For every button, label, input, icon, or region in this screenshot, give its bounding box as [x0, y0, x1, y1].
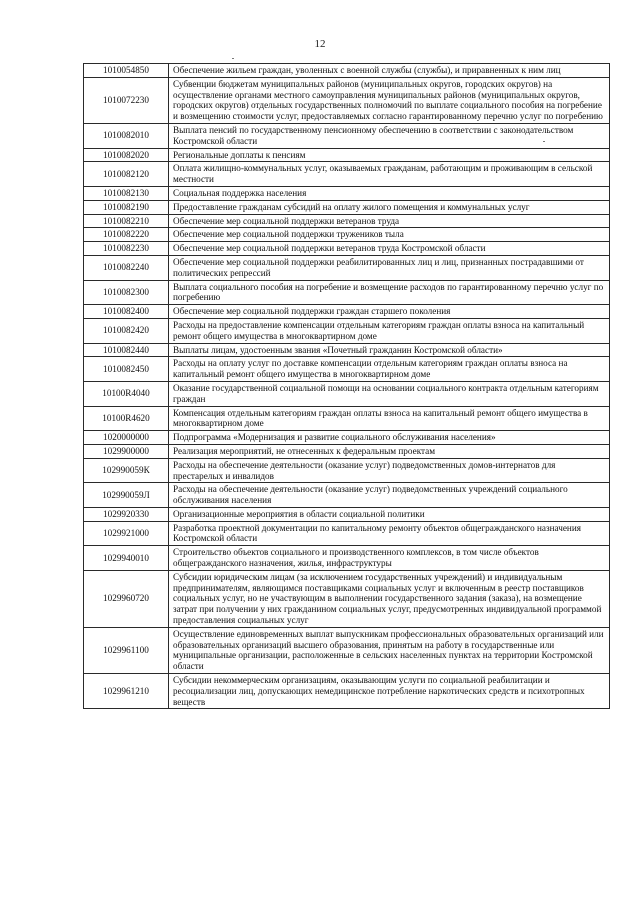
- page-number: 12: [314, 38, 326, 50]
- table-row: [84, 200, 610, 214]
- row-description: Обеспечение мер социальной поддержки тружеников тыла: [169, 228, 610, 242]
- row-description: Субсидии некоммерческим организациям, оказывающим услуги по социальной реабилитации и ресоциализации лиц, допускающих немедицинское потребление наркотических средств и психотропных веществ: [169, 674, 610, 709]
- row-code: 1010082240: [84, 255, 169, 280]
- row-description: Обеспечение мер социальной поддержки граждан старшего поколения: [169, 305, 610, 319]
- row-code: 1010082120: [84, 162, 169, 187]
- row-code: 1029921000: [84, 521, 169, 546]
- row-description: Расходы на обеспечение деятельности (оказание услуг) подведомственных домов-интернатов для престарелых и инвалидов: [169, 458, 610, 483]
- row-code: 1029961210: [84, 674, 169, 709]
- row-code: 1010082190: [84, 200, 169, 214]
- row-code: 1010082220: [84, 228, 169, 242]
- row-code: 1029900000: [84, 444, 169, 458]
- table-body: [84, 64, 610, 709]
- row-code: 10100R4040: [84, 381, 169, 406]
- row-description: Реализация мероприятий, не отнесенных к федеральным проектам: [169, 444, 610, 458]
- row-code: 1010082440: [84, 343, 169, 357]
- row-description: Расходы на обеспечение деятельности (оказание услуг) подведомственных учреждений социального обслуживания населения: [169, 483, 610, 508]
- row-description: Расходы на оплату услуг по доставке компенсации отдельным категориям граждан оплаты взноса на капитальный ремонт общего имущества в многоквартирном доме: [169, 357, 610, 382]
- table-row: [84, 186, 610, 200]
- row-description: Предоставление гражданам субсидий на оплату жилого помещения и коммунальных услуг: [169, 200, 610, 214]
- row-description: Компенсация отдельным категориям граждан оплаты взноса на капитальный ремонт общего имущества в многоквартирном доме: [169, 406, 610, 431]
- table-row: [84, 64, 610, 78]
- table-row: [84, 627, 610, 673]
- table-row: [84, 570, 610, 627]
- table-row: [84, 444, 610, 458]
- row-code: 1010082400: [84, 305, 169, 319]
- row-code: 1029940010: [84, 546, 169, 571]
- table-row: [84, 255, 610, 280]
- row-description: Субсидии юридическим лицам (за исключением государственных учреждений) и индивидуальным предпринимателям, являющимся поставщиками социальных услуг и включенным в реестр поставщиков социальных услуг, но не участвующим в выполнении государственного задания (заказа), на возмещение затрат при получении у них гражданином социальных услуг, предусмотренных индивидуальной программой предоставления социальных услуг: [169, 570, 610, 627]
- row-description: Субвенции бюджетам муниципальных районов (муниципальных округов, городских округов) на осуществление органами местного самоуправления муниципальных районов (муниципальных округов, городских округов) отдельных государственных полномочий по выплате социального пособия на погребение и возмещению стоимости услуг, предоставляемых согласно гарантированному перечню услуг по погребению: [169, 77, 610, 123]
- row-code: 1029960720: [84, 570, 169, 627]
- table-row: [84, 77, 610, 123]
- row-description: Осуществление единовременных выплат выпускникам профессиональных образовательных организаций или образовательных организаций высшего образования, принятым на работу в государственные или муниципальные организации, расположенные в сельских населенных пунктах на территории Костромской области: [169, 627, 610, 673]
- row-description: Выплата пенсий по государственному пенсионному обеспечению в соответствии с законодательством Костромской области: [169, 123, 610, 148]
- row-description: Расходы на предоставление компенсации отдельным категориям граждан оплаты взноса на капитальный ремонт общего имущества в многоквартирном доме: [169, 318, 610, 343]
- budget-classification-table: [83, 63, 610, 709]
- row-code: 1029961100: [84, 627, 169, 673]
- row-description: Оказание государственной социальной помощи на основании социального контракта отдельным категориям граждан: [169, 381, 610, 406]
- row-code: 1010082130: [84, 186, 169, 200]
- table-row: [84, 214, 610, 228]
- row-code: 1010082420: [84, 318, 169, 343]
- row-description: Выплаты лицам, удостоенным звания «Почетный гражданин Костромской области»: [169, 343, 610, 357]
- table-row: [84, 357, 610, 382]
- row-description: Разработка проектной документации по капитальному ремонту объектов общегражданского назначения Костромской области: [169, 521, 610, 546]
- table-row: [84, 521, 610, 546]
- row-code: 1010054850: [84, 64, 169, 78]
- table-row: [84, 406, 610, 431]
- table-row: [84, 458, 610, 483]
- row-description: Выплата социального пособия на погребение и возмещение расходов по гарантированному перечню услуг по погребению: [169, 280, 610, 305]
- row-code: 1029920330: [84, 507, 169, 521]
- table-row: [84, 280, 610, 305]
- row-code: 1010072230: [84, 77, 169, 123]
- row-description: Социальная поддержка населения: [169, 186, 610, 200]
- row-description: Обеспечение мер социальной поддержки реабилитированных лиц и лиц, признанных пострадавшими от политических репрессий: [169, 255, 610, 280]
- row-code: 1010082450: [84, 357, 169, 382]
- table-row: [84, 305, 610, 319]
- row-code: 1010082210: [84, 214, 169, 228]
- row-code: 1010082010: [84, 123, 169, 148]
- table-row: [84, 483, 610, 508]
- row-description: Подпрограмма «Модернизация и развитие социального обслуживания населения»: [169, 431, 610, 445]
- table-row: [84, 228, 610, 242]
- table-row: [84, 431, 610, 445]
- table-row: [84, 123, 610, 148]
- table-row: [84, 148, 610, 162]
- table-row: [84, 674, 610, 709]
- row-code: 1020000000: [84, 431, 169, 445]
- table-row: [84, 242, 610, 256]
- row-description: Региональные доплаты к пенсиям: [169, 148, 610, 162]
- row-code: 102990059К: [84, 458, 169, 483]
- row-code: 1010082230: [84, 242, 169, 256]
- table-row: [84, 507, 610, 521]
- row-description: Оплата жилищно-коммунальных услуг, оказываемых гражданам, работающим и проживающим в сельской местности: [169, 162, 610, 187]
- scan-speck: [232, 58, 234, 59]
- row-code: 10100R4620: [84, 406, 169, 431]
- row-description: Обеспечение жильем граждан, уволенных с военной службы (службы), и приравненных к ним лиц: [169, 64, 610, 78]
- table-row: [84, 343, 610, 357]
- table-row: [84, 381, 610, 406]
- row-description: Организационные мероприятия в области социальной политики: [169, 507, 610, 521]
- row-code: 102990059Л: [84, 483, 169, 508]
- table-row: [84, 162, 610, 187]
- row-description: Обеспечение мер социальной поддержки ветеранов труда Костромской области: [169, 242, 610, 256]
- table-row: [84, 546, 610, 571]
- table-row: [84, 318, 610, 343]
- row-code: 1010082020: [84, 148, 169, 162]
- row-code: 1010082300: [84, 280, 169, 305]
- row-description: Обеспечение мер социальной поддержки ветеранов труда: [169, 214, 610, 228]
- row-description: Строительство объектов социального и производственного комплексов, в том числе объектов общегражданского назначения, жилья, инфраструктуры: [169, 546, 610, 571]
